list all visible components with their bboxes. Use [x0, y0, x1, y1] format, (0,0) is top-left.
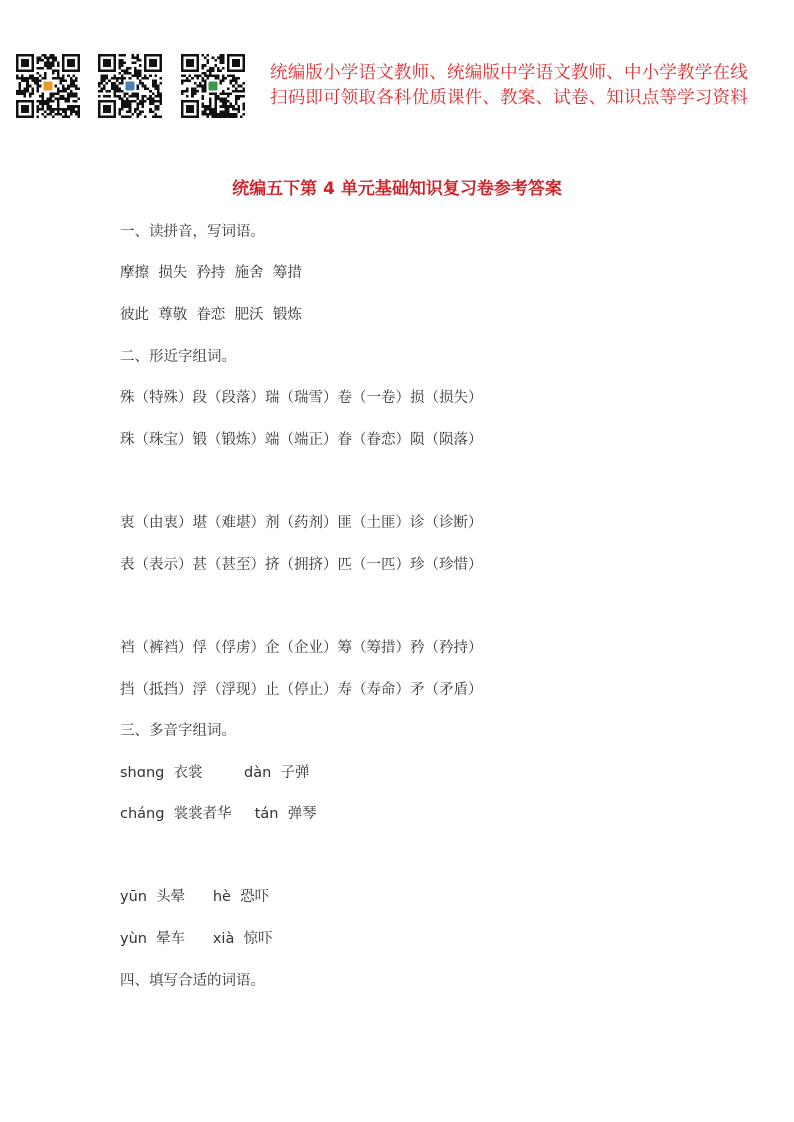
section-heading: 二、形近字组词。 [120, 349, 236, 365]
answer-line: yùn 晕车 xià 惊吓 [120, 931, 273, 947]
answer-line: shɑng 衣裳 dàn 子弹 [120, 765, 310, 781]
promo-line: 扫码即可领取各科优质课件、教案、试卷、知识点等学习资料 [270, 88, 748, 108]
promo-line: 统编版小学语文教师、统编版中学语文教师、中小学教学在线 [270, 63, 748, 83]
qr-code-icon [181, 54, 245, 118]
answer-line: 衷（由衷）堪（难堪）剂（药剂）匪（土匪）诊（诊断） [120, 515, 483, 531]
promo-text [270, 61, 785, 111]
answer-line: 彼此 尊敬 眷恋 肥沃 锻炼 [120, 307, 302, 323]
answer-line: 裆（裤裆）俘（俘虏）企（企业）筹（筹措）矜（矜持） [120, 640, 483, 656]
qr-code-icon [16, 54, 80, 118]
document-title: 统编五下第 4 单元基础知识复习卷参考答案 [232, 179, 562, 199]
section-heading: 一、读拼音，写词语。 [120, 224, 265, 240]
header-banner [0, 0, 794, 150]
answer-line: 表（表示）甚（甚至）挤（拥挤）匹（一匹）珍（珍惜） [120, 557, 483, 573]
answer-line: 殊（特殊）段（段落）瑞（瑞雪）卷（一卷）损（损失） [120, 390, 483, 406]
answer-line: 摩擦 损失 矜持 施舍 筹措 [120, 265, 302, 281]
section-heading: 三、多音字组词。 [120, 723, 236, 739]
qr-code-icon [98, 54, 162, 118]
answer-line: cháng 裳裳者华 tán 弹琴 [120, 806, 317, 822]
answer-line: yūn 头晕 hè 恐吓 [120, 889, 270, 905]
answer-line: 挡（抵挡）浮（浮现）止（停止）寿（寿命）矛（矛盾） [120, 682, 483, 698]
section-heading: 四、填写合适的词语。 [120, 973, 265, 989]
answer-line: 珠（珠宝）锻（锻炼）端（端正）眷（眷恋）陨（陨落） [120, 432, 483, 448]
